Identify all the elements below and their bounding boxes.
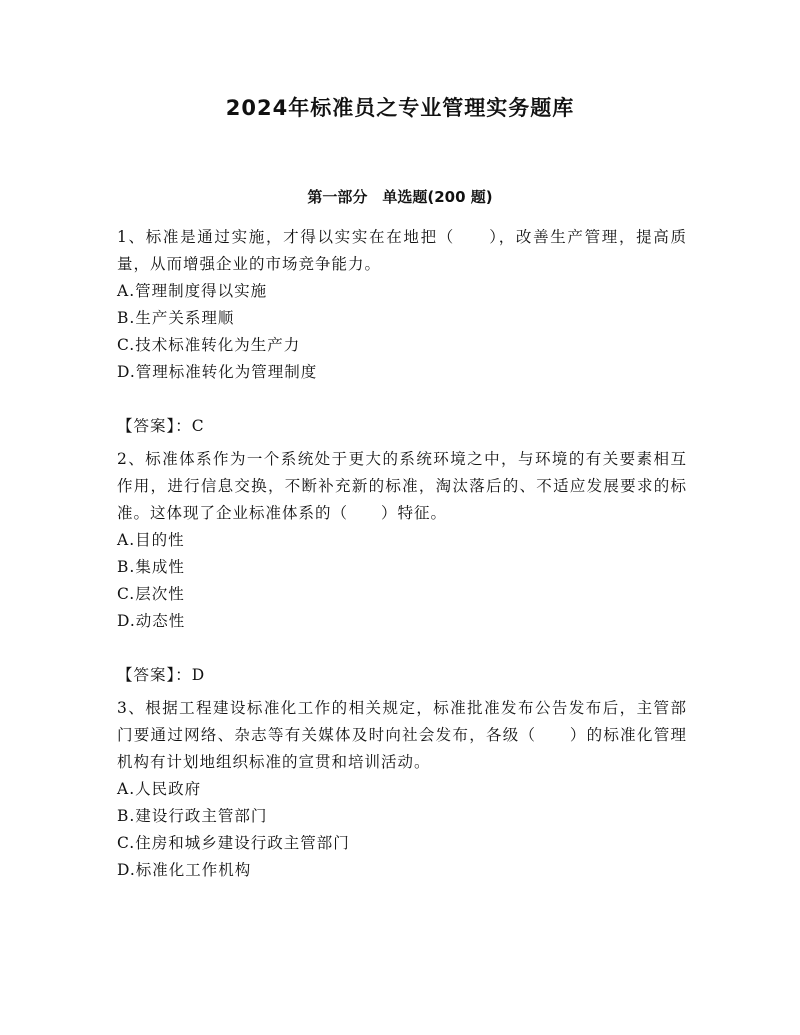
question-3 (117, 695, 687, 884)
answer-line: 【答案】：D (117, 666, 206, 684)
option-d: D.动态性 (117, 612, 186, 630)
question-text: 2、标准体系作为一个系统处于更大的系统环境之中，与环境的有关要素相互作用，进行信息交换，不断补充新的标准，淘汰落后的、不适应发展要求的标准。这体现了企业标准体系的（ ）特征。 (117, 450, 687, 522)
option-c: C.层次性 (117, 585, 185, 603)
question-1 (117, 224, 687, 440)
document-title: 2024年标准员之专业管理实务题库 (225, 96, 575, 120)
option-b: B.建设行政主管部门 (117, 807, 268, 825)
section-title: 第一部分 单选题(200 题) (307, 188, 493, 206)
option-d: D.管理标准转化为管理制度 (117, 363, 318, 381)
option-b: B.集成性 (117, 558, 185, 576)
question-list (117, 224, 687, 884)
option-a: A.人民政府 (117, 780, 202, 798)
option-a: A.目的性 (117, 531, 185, 549)
option-b: B.生产关系理顺 (117, 309, 235, 327)
question-2 (117, 446, 687, 689)
option-c: C.技术标准转化为生产力 (117, 336, 301, 354)
option-d: D.标准化工作机构 (117, 861, 252, 879)
answer-line: 【答案】：C (117, 417, 205, 435)
question-text: 1、标准是通过实施，才得以实实在在地把（ ），改善生产管理，提高质量，从而增强企业的市场竞争能力。 (117, 228, 687, 273)
option-a: A.管理制度得以实施 (117, 282, 268, 300)
option-c: C.住房和城乡建设行政主管部门 (117, 834, 350, 852)
question-text: 3、根据工程建设标准化工作的相关规定，标准批准发布公告发布后，主管部门要通过网络、杂志等有关媒体及时向社会发布，各级（ ）的标准化管理机构有计划地组织标准的宣贯和培训活动。 (117, 699, 687, 771)
